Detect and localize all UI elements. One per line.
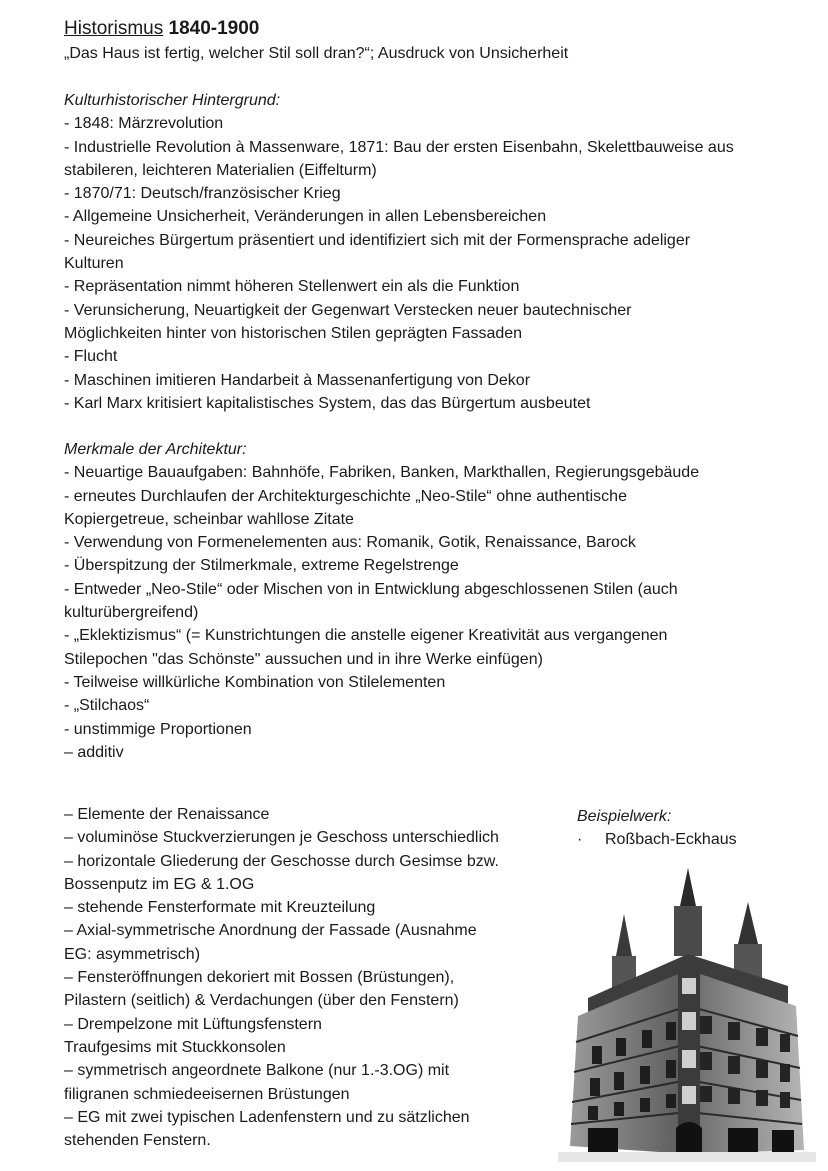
bullet-icon: · [577, 831, 583, 848]
example-work-name: Roßbach-Eckhaus [605, 831, 737, 848]
page-title [64, 16, 259, 42]
example-note-line: – Axial-symmetrische Anordnung der Fassade (Ausnahme [64, 922, 477, 940]
features-line: - Teilweise willkürliche Kombination von Stilelementen [64, 673, 446, 691]
example-note-line: – horizontale Gliederung der Geschosse durch Gesimse bzw. [64, 852, 499, 870]
background-line: - Verunsicherung, Neuartigkeit der Gegenwart Verstecken neuer bautechnischer [64, 301, 632, 319]
features-line: kulturübergreifend) [64, 604, 199, 622]
example-note-line: stehenden Fenstern. [64, 1132, 211, 1150]
features-line: – additiv [64, 743, 124, 761]
background-line: - 1848: Märzrevolution [64, 115, 224, 133]
features-section [64, 438, 804, 764]
background-line: - Maschinen imitieren Handarbeit à Massenanfertigung von Dekor [64, 371, 531, 389]
example-notes [64, 803, 564, 1152]
background-heading: Kulturhistorischer Hintergrund: [64, 92, 281, 109]
background-line: stabileren, leichteren Materialien (Eiffelturm) [64, 161, 377, 179]
background-line: - Allgemeine Unsicherheit, Veränderungen in allen Lebensbereichen [64, 208, 547, 226]
example-note-line: – Fensteröffnungen dekoriert mit Bossen (Brüstungen), [64, 969, 455, 987]
background-section [64, 89, 804, 415]
rossbach-eckhaus-photo [558, 866, 816, 1162]
example-work-label: Beispielwerk: [577, 808, 672, 825]
example-note-line: – voluminöse Stuckverzierungen je Geschoss unterschiedlich [64, 829, 499, 847]
features-line: Kopiergetreue, scheinbar wahllose Zitate [64, 510, 354, 528]
features-line: - erneutes Durchlaufen der Architekturgeschichte „Neo-Stile“ ohne authentische [64, 487, 627, 505]
features-line: - Überspitzung der Stilmerkmale, extreme Regelstrenge [64, 557, 459, 575]
background-line: Möglichkeiten hinter von historischen Stilen geprägten Fassaden [64, 324, 523, 342]
features-line: Stilepochen "das Schönste" aussuchen und in ihre Werke einfügen) [64, 650, 543, 668]
background-line: - Karl Marx kritisiert kapitalistisches System, das das Bürgertum ausbeutet [64, 394, 591, 412]
example-note-line: – symmetrisch angeordnete Balkone (nur 1.-3.OG) mit [64, 1062, 450, 1080]
background-line: - Industrielle Revolution à Massenware, 1871: Bau der ersten Eisenbahn, Skelettbauweise aus [64, 138, 734, 156]
background-line: - 1870/71: Deutsch/französischer Krieg [64, 185, 341, 203]
subtitle: „Das Haus ist fertig, welcher Stil soll dran?“; Ausdruck von Unsicherheit [64, 45, 569, 62]
example-note-line: EG: asymmetrisch) [64, 945, 201, 963]
example-note-line: – stehende Fensterformate mit Kreuzteilung [64, 899, 376, 917]
background-line: - Flucht [64, 348, 118, 366]
background-line: - Neureiches Bürgertum präsentiert und identifiziert sich mit der Formensprache adeliger [64, 231, 691, 249]
title-years: 1840-1900 [168, 18, 260, 39]
example-note-line: – Elemente der Renaissance [64, 806, 270, 823]
features-line: - „Eklektizismus“ (= Kunstrichtungen die anstelle eigener Kreativität aus vergangenen [64, 627, 668, 645]
example-note-line: Traufgesims mit Stuckkonsolen [64, 1038, 286, 1056]
example-note-line: Pilastern (seitlich) & Verdachungen (über den Fenstern) [64, 992, 459, 1010]
features-line: - „Stilchaos“ [64, 697, 150, 715]
subtitle-block [64, 42, 804, 65]
background-line: - Repräsentation nimmt höheren Stellenwert ein als die Funktion [64, 278, 520, 296]
example-note-line: – EG mit zwei typischen Ladenfenstern und zu sätzlichen [64, 1108, 470, 1126]
title-epoch: Historismus [64, 18, 164, 39]
background-line: Kulturen [64, 255, 124, 273]
example-note-line: – Drempelzone mit Lüftungsfenstern [64, 1015, 322, 1033]
features-line: - Verwendung von Formenelementen aus: Romanik, Gotik, Renaissance, Barock [64, 534, 636, 552]
features-line: - Entweder „Neo-Stile“ oder Mischen von in Entwicklung abgeschlossenen Stilen (auch [64, 580, 678, 598]
example-note-line: Bossenputz im EG & 1.OG [64, 875, 255, 893]
features-line: - unstimmige Proportionen [64, 720, 252, 738]
features-heading: Merkmale der Architektur: [64, 441, 247, 458]
example-work-item [577, 829, 737, 851]
features-line: - Neuartige Bauaufgaben: Bahnhöfe, Fabriken, Banken, Markthallen, Regierungsgebäude [64, 464, 700, 482]
example-note-line: filigranen schmiedeeisernen Brüstungen [64, 1085, 350, 1103]
